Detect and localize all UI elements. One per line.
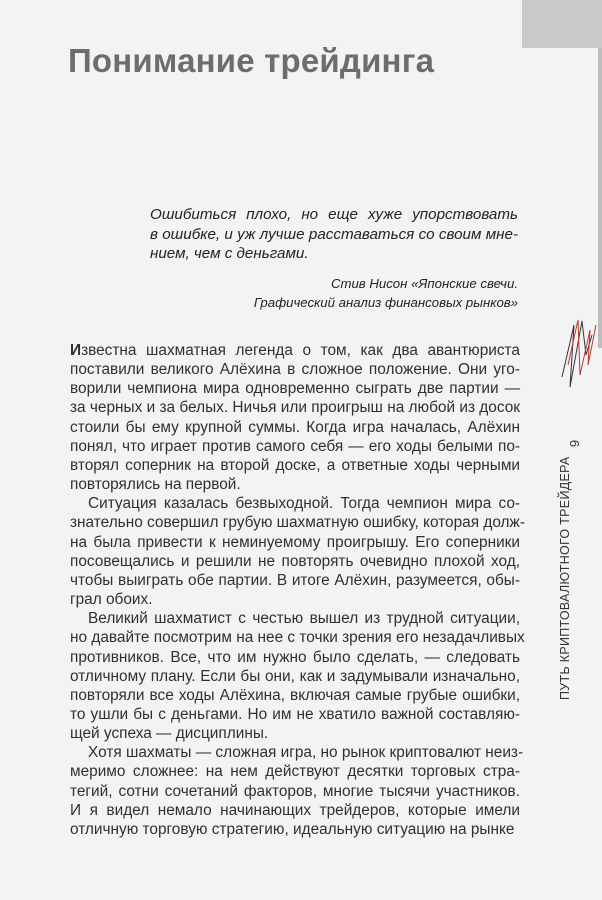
source-line: Графический анализ финансовых рынков»	[253, 294, 518, 310]
body-line: грал обоих.	[70, 591, 153, 609]
body-line: отличную торговую стратегию, идеальную ситуацию на рынке	[70, 820, 515, 838]
chapter-tab	[522, 0, 602, 48]
body-line: то ушли бы с деньгами. Но им не хватило важной составляю-	[70, 705, 520, 723]
paragraph	[70, 609, 525, 743]
body-line: Известна шахматная легенда о том, как два авантюриста	[70, 342, 520, 359]
body-line: повторялись на первой.	[70, 476, 241, 494]
dropcap: И	[70, 342, 82, 359]
body-line: меримо сложнее: на нем действуют десятки торговых стра-	[70, 763, 520, 781]
body-line: тегий, сотни сочетаний факторов, многие тысячи участников.	[70, 782, 520, 800]
paragraph	[70, 341, 520, 494]
body-line: отличному плану. Если бы они, как и задумывали изначально,	[70, 667, 520, 685]
source-line: Стив Нисон «Японские свечи.	[330, 275, 518, 291]
body-line: противников. Все, что им нужно было сделать, — следовать	[70, 648, 520, 666]
chart-zigzag-logo	[560, 315, 600, 395]
body-line: за черных и за белых. Ничья или проигрыш на любой из досок	[70, 399, 520, 417]
body-line: знательно совершил грубую шахматную ошибку, которая долж-	[70, 514, 525, 532]
paragraph	[70, 743, 524, 839]
body-line: поставили великого Алёхина в сложное положение. Они уго-	[70, 361, 520, 379]
body-text	[70, 341, 525, 839]
quote-line: Ошибиться плохо, но еще хуже упорствовать	[150, 206, 518, 223]
body-line: Ситуация казалась безвыходной. Тогда чемпион мира со-	[88, 495, 520, 513]
chapter-tab-edge	[598, 48, 602, 348]
body-line: понял, что играет против самого себя — его ходы белыми по-	[70, 437, 520, 455]
page-number: 9	[567, 439, 583, 448]
body-line: вторял соперник на второй доске, а ответные ходы черными	[70, 456, 520, 474]
body-line: стоили бы ему крупной суммы. Когда игра началась, Алёхин	[70, 418, 520, 436]
running-title: ПУТЬ КРИПТОВАЛЮТНОГО ТРЕЙДЕРА	[558, 456, 572, 700]
quote-line: в ошибке, и уж лучше расставаться со своим мне-	[150, 225, 518, 243]
chapter-title: Понимание трейдинга	[68, 42, 435, 79]
paragraph	[70, 494, 525, 609]
body-line: И я видел немало начинающих трейдеров, которые имели	[70, 801, 520, 819]
body-line: Хотя шахматы — сложная игра, но рынок криптовалют неиз-	[88, 744, 524, 762]
body-line: но давайте посмотрим на нее с точки зрения его незадачливых	[70, 629, 525, 647]
epigraph-source	[150, 274, 518, 312]
body-line: на была привести к неминуемому проигрышу. Его соперники	[70, 533, 520, 551]
body-line: чтобы выиграть обе партии. В итоге Алёхин, разумеется, обы-	[70, 571, 520, 589]
epigraph	[150, 205, 518, 312]
body-line: щей успеха — дисциплины.	[70, 725, 269, 743]
quote-line: нием, чем с деньгами.	[150, 245, 309, 262]
body-line: ворили чемпиона мира одновременно сыграть две партии —	[70, 380, 520, 398]
epigraph-quote	[150, 205, 518, 264]
body-line: посовещались и решили не повторять очевидно плохой ход,	[70, 552, 520, 570]
body-line: повторяли все ходы Алёхина, включая самые грубые ошибки,	[70, 686, 520, 704]
body-line: Великий шахматист с честью вышел из трудной ситуации,	[88, 610, 520, 628]
